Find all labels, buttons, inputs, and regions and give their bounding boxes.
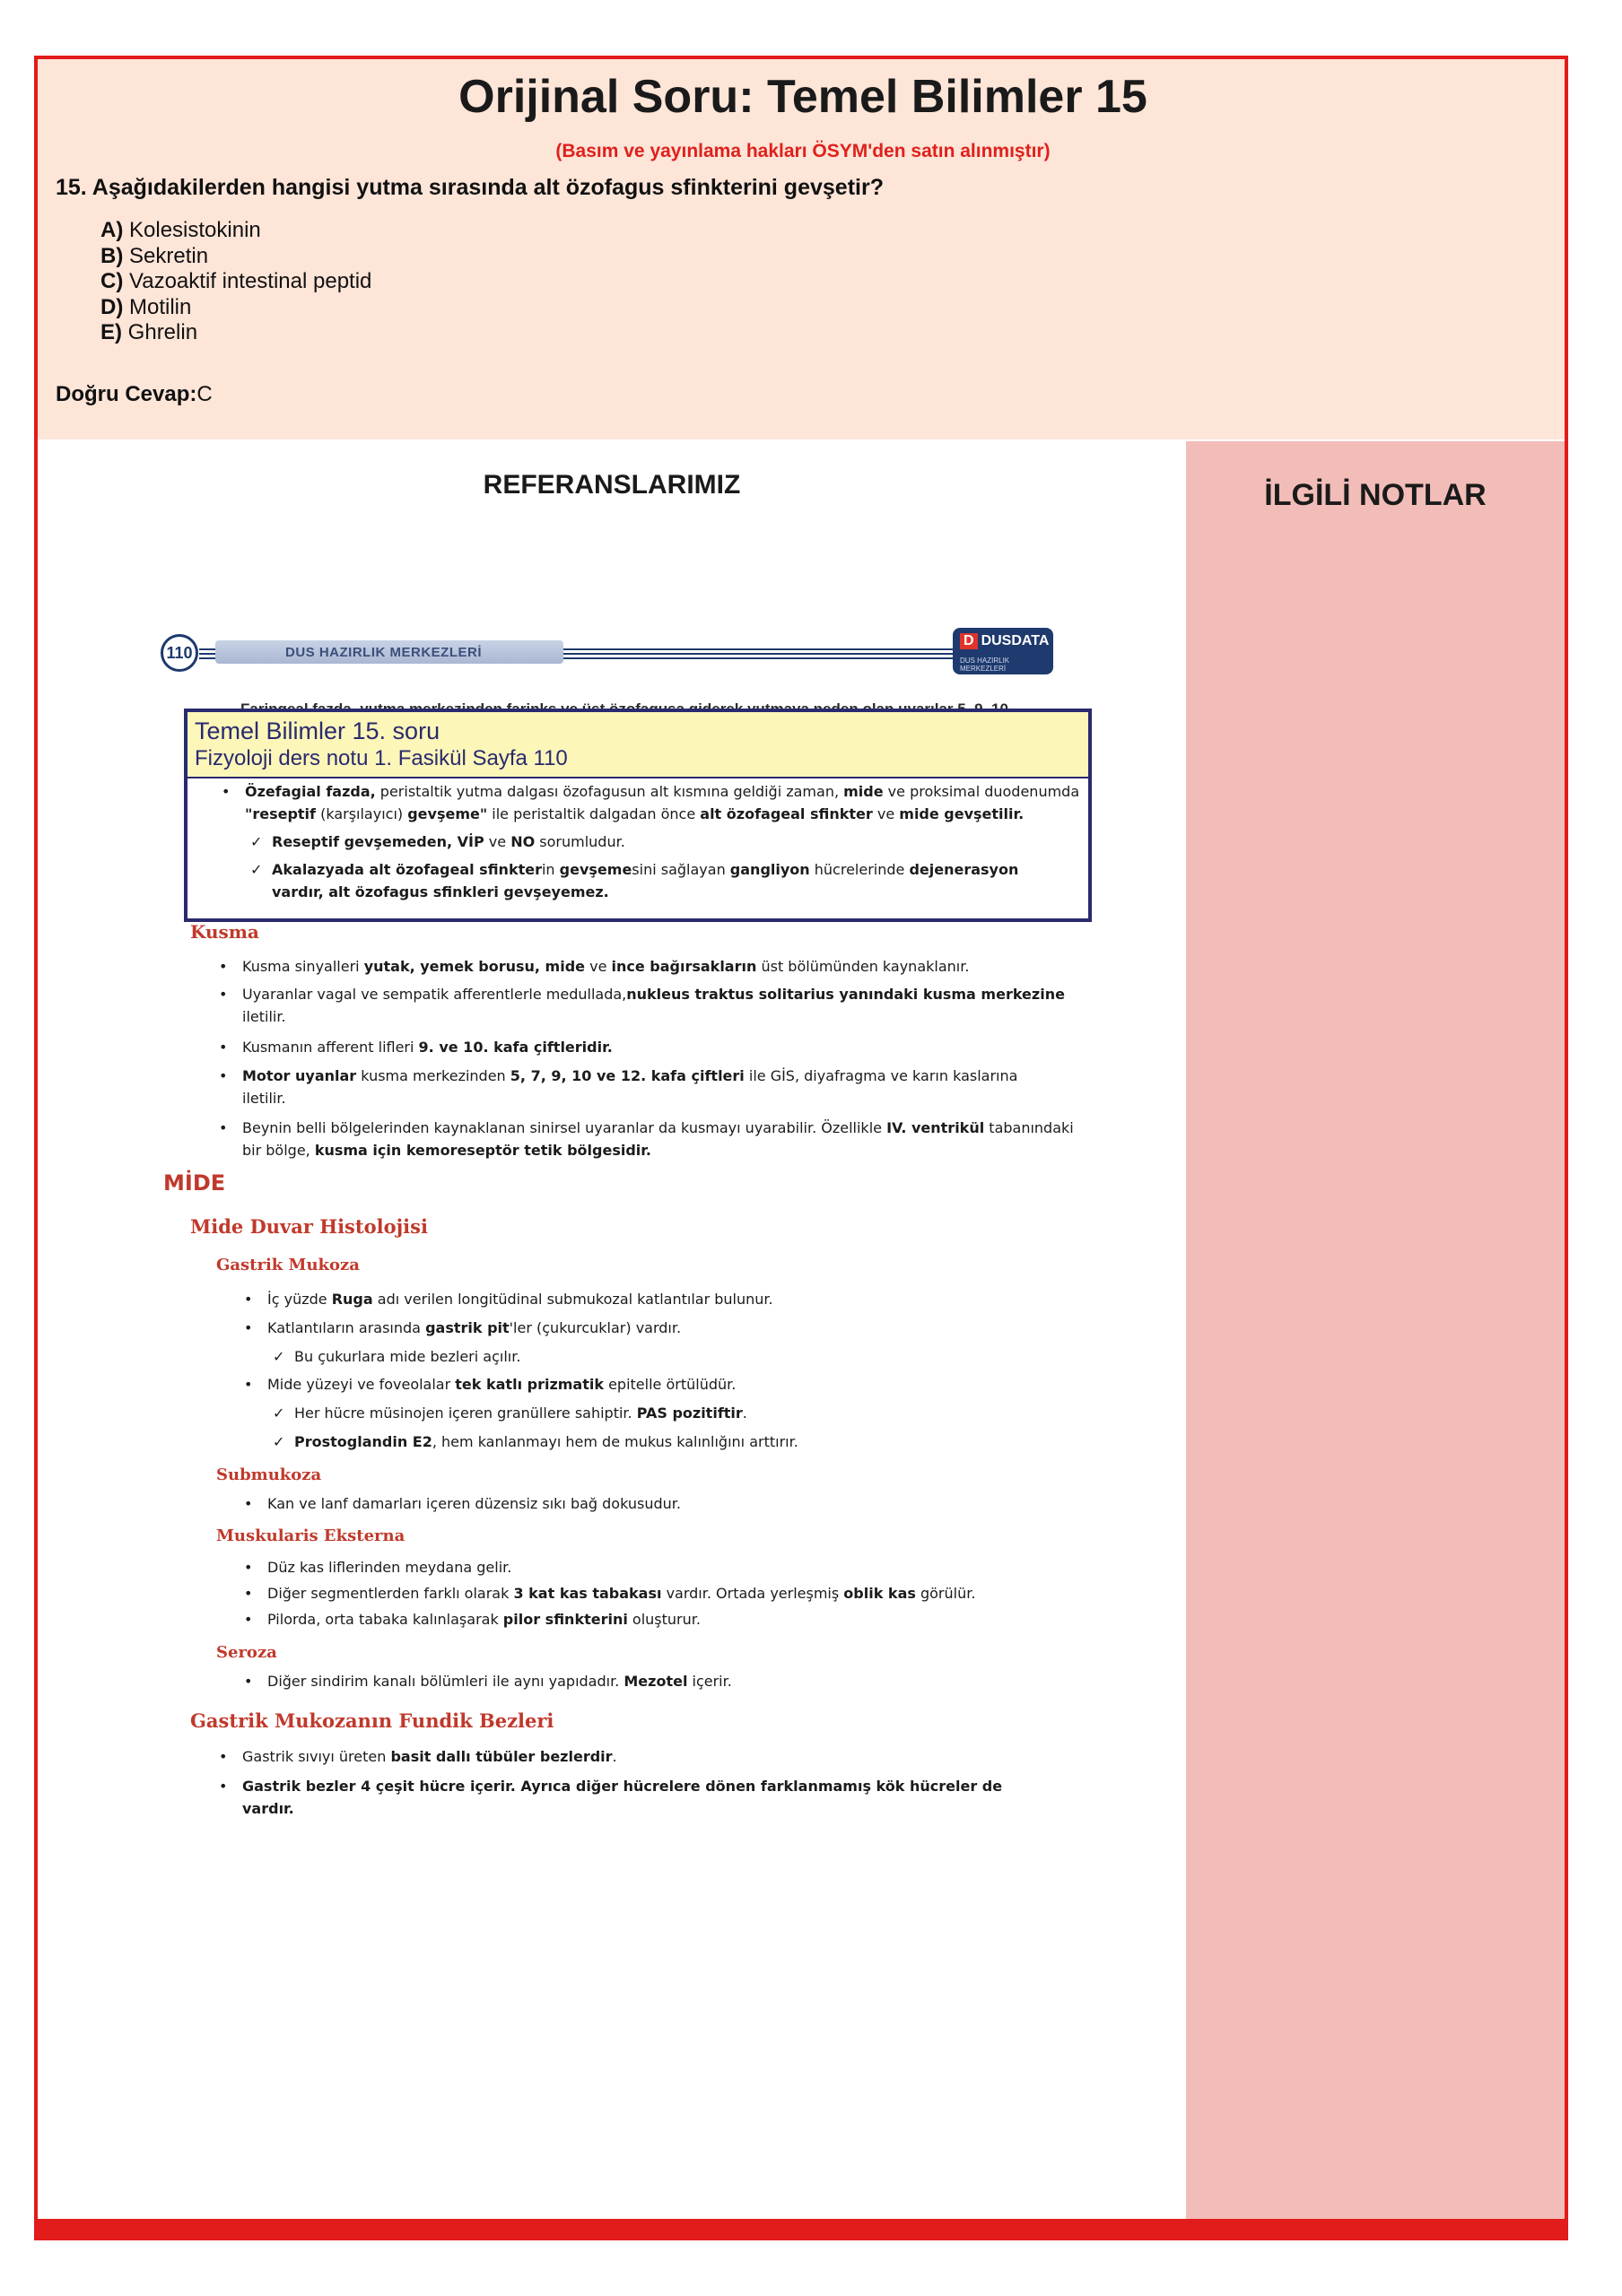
callout-bullet: • Özefagial fazda, peristaltik yutma dalgası özofagusun alt kısmına geldiği zaman, mide ve proksimal duodenumda xyxy=(245,780,1079,803)
kusma-bullet: • Kusma sinyalleri yutak, yemek borusu, mide ve ince bağırsakların üst bölümünden kaynaklanır. xyxy=(242,955,969,978)
kusma-line: iletilir. xyxy=(242,1008,286,1025)
submukoza-bullet: • Kan ve lanf damarları içeren düzensiz sıkı bağ dokusudur. xyxy=(267,1492,681,1515)
notes-title: İLGİLİ NOTLAR xyxy=(1264,478,1487,512)
kusma-line: iletilir. xyxy=(242,1090,286,1107)
section-heading-kusma: Kusma xyxy=(190,921,259,943)
mukoza-check: ✓ Her hücre müsinojen içeren granüllere sahiptir. PAS pozitiftir. xyxy=(294,1402,747,1424)
correct-answer: Doğru Cevap:C xyxy=(56,382,213,406)
callout-check: ✓ Reseptif gevşemeden, VİP ve NO sorumludur. xyxy=(272,831,625,853)
heading-muskularis: Muskularis Eksterna xyxy=(216,1526,406,1545)
dusdata-logo: D DUSDATA DUS HAZIRLIK MERKEZLERİ xyxy=(953,628,1053,674)
seroza-bullet: • Diğer sindirim kanalı bölümleri ile aynı yapıdadır. Mezotel içerir. xyxy=(267,1670,732,1692)
reference-callout xyxy=(184,709,1092,922)
page-title: Orijinal Soru: Temel Bilimler 15 xyxy=(458,71,1147,123)
fundik-line: vardır. xyxy=(242,1800,294,1817)
muskularis-bullet: • Diğer segmentlerden farklı olarak 3 kat kas tabakası vardır. Ortada yerleşmiş oblik kas görülür. xyxy=(267,1582,975,1605)
cut-off-text-line xyxy=(240,698,1066,709)
book-page-number: 110 xyxy=(161,634,198,672)
kusma-bullet: • Motor uyanlar kusma merkezinden 5, 7, 9, 10 ve 12. kafa çiftleri ile GİS, diyafragma ve karın kaslarına xyxy=(242,1065,1017,1087)
option-e: E) Ghrelin xyxy=(100,320,198,344)
callout-subtitle: Fizyoloji ders notu 1. Fasikül Sayfa 110 xyxy=(195,746,568,770)
mukoza-bullet: • Mide yüzeyi ve foveolalar tek katlı prizmatik epitelle örtülüdür. xyxy=(267,1373,736,1396)
heading-mide-duvar: Mide Duvar Histolojisi xyxy=(190,1215,428,1238)
answer-options xyxy=(100,218,371,346)
fundik-bullet: • Gastrik sıvıyı üreten basit dallı tübüler bezlerdir. xyxy=(242,1745,617,1768)
callout-check: ✓ Akalazyada alt özofageal sfinkterin gevşemesini sağlayan gangliyon hücrelerinde dejenerasyon xyxy=(272,858,1018,881)
mukoza-check: ✓ Prostoglandin E2, hem kanlanmayı hem de mukus kalınlığını arttırır. xyxy=(294,1431,798,1453)
option-b: B) Sekretin xyxy=(100,243,209,268)
callout-line: "reseptif (karşılayıcı) gevşeme" ile peristaltik dalgadan önce alt özofageal sfinkter ve mide gevşetilir. xyxy=(245,805,1025,822)
references-title: REFERANSLARIMIZ xyxy=(483,470,741,500)
book-header-text: DUS HAZIRLIK MERKEZLERİ xyxy=(285,645,482,660)
mukoza-bullet: • Katlantıların arasında gastrik pit'ler (çukurcuklar) vardır. xyxy=(267,1317,681,1339)
question-text: 15. Aşağıdakilerden hangisi yutma sırasında alt özofagus sfinkterini gevşetir? xyxy=(56,175,884,200)
section-heading-mide: MİDE xyxy=(163,1170,226,1196)
kusma-line: bir bölge, kusma için kemoreseptör tetik bölgesidir. xyxy=(242,1142,651,1159)
copyright-note: (Basım ve yayınlama hakları ÖSYM'den satın alınmıştır) xyxy=(555,141,1051,161)
heading-seroza: Seroza xyxy=(216,1643,277,1662)
mukoza-check: ✓ Bu çukurlara mide bezleri açılır. xyxy=(294,1345,520,1368)
heading-fundik-bezler: Gastrik Mukozanın Fundik Bezleri xyxy=(190,1709,554,1732)
kusma-bullet: • Uyaranlar vagal ve sempatik afferentlerle medullada,nukleus traktus solitarius yanındaki kusma merkezine xyxy=(242,983,1065,1005)
muskularis-bullet: • Pilorda, orta tabaka kalınlaşarak pilor sfinkterini oluşturur. xyxy=(267,1608,701,1631)
kusma-bullet: • Beynin belli bölgelerinden kaynaklanan sinirsel uyaranlar da kusmayı uyarabilir. Özellikle IV. ventrikül tabanındaki xyxy=(242,1117,1074,1139)
heading-gastrik-mukoza: Gastrik Mukoza xyxy=(216,1256,360,1274)
bottom-bar xyxy=(34,2219,1568,2240)
kusma-bullet: • Kusmanın afferent lifleri 9. ve 10. kafa çiftleridir. xyxy=(242,1036,613,1058)
option-d: D) Motilin xyxy=(100,294,192,319)
option-c: C) Vazoaktif intestinal peptid xyxy=(100,269,372,293)
heading-submukoza: Submukoza xyxy=(216,1465,322,1484)
mukoza-bullet: • İç yüzde Ruga adı verilen longitüdinal submukozal katlantılar bulunur. xyxy=(267,1288,773,1310)
callout-line: vardır, alt özofagus sfinkleri gevşeyemez. xyxy=(272,883,609,900)
option-a: A) Kolesistokinin xyxy=(100,218,261,242)
muskularis-bullet: • Düz kas liflerinden meydana gelir. xyxy=(267,1556,511,1578)
callout-title: Temel Bilimler 15. soru xyxy=(195,718,440,744)
logo-tooth-icon: D xyxy=(960,633,978,649)
fundik-bullet: • Gastrik bezler 4 çeşit hücre içerir. Ayrıca diğer hücrelere dönen farklanmamış kök hücreler de xyxy=(242,1775,1002,1797)
callout-header xyxy=(187,712,1088,778)
